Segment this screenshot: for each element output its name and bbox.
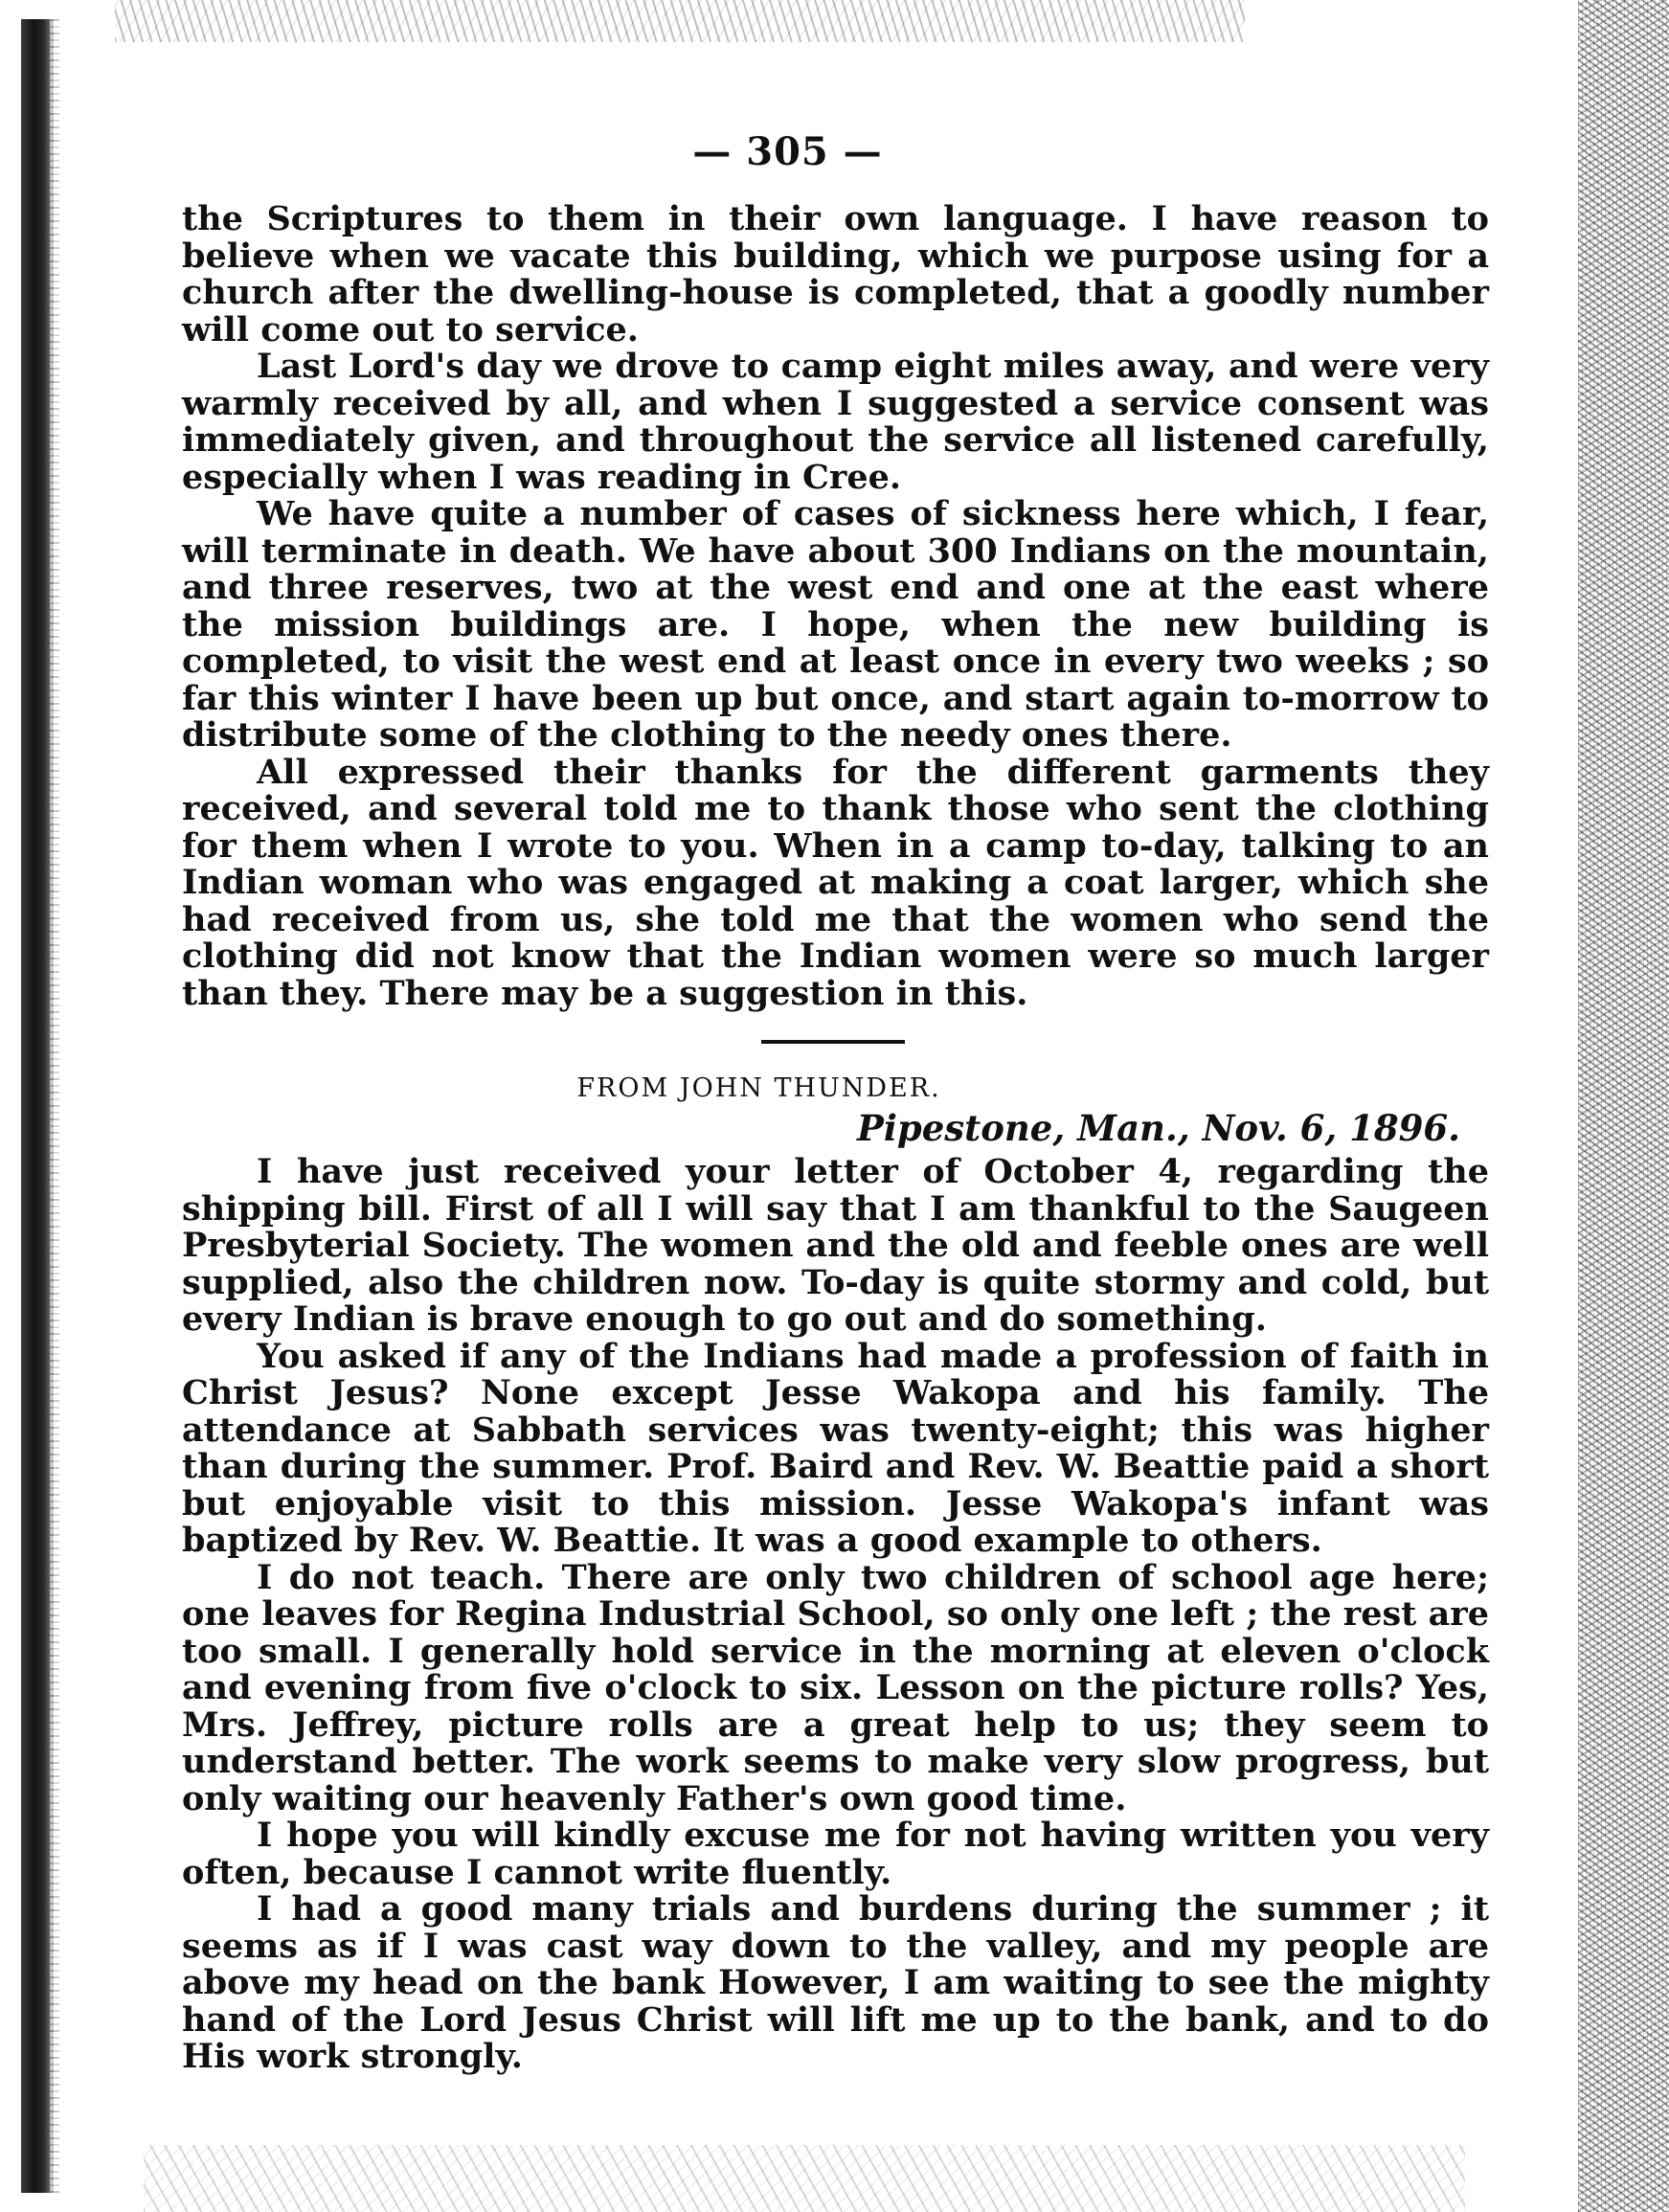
section-heading: FROM JOHN THUNDER. [576, 1073, 941, 1103]
document-page [182, 129, 1489, 2076]
scan-bottom-noise [144, 2145, 1465, 2212]
paragraph: I hope you will kindly excuse me for not having written you very often, because I cannot write fluently. [182, 1816, 1489, 1892]
scan-right-noise [1578, 0, 1669, 2212]
scan-top-noise [115, 0, 1245, 42]
paragraph: Last Lord's day we drove to camp eight miles away, and were very warmly received by all, and when I suggested a service consent was immediately given, and throughout the service all listened carefully, especially when I was reading in Cree. [182, 347, 1489, 497]
paragraph: We have quite a number of cases of sickness here which, I fear, will terminate in death. We have about 300 Indians on the mountain, and three reserves, two at the west end and one at the east where the mission buildings are. I hope, when the new building is completed, to visit the west end at least once in every two weeks ; so far this winter I have been up but once, and start again to-morrow to distribute some of the clothing to the needy ones there. [182, 494, 1489, 755]
paragraph: All expressed their thanks for the different garments they received, and several told me to thank those who sent the clothing for them when I wrote to you. When in a camp to-day, talking to an Indian woman who was engaged at making a coat larger, which she had received from us, she told me that the women who send the clothing did not know that the Indian women were so much larger than they. There may be a suggestion in this. [182, 752, 1489, 1013]
dateline: Pipestone, Man., Nov. 6, 1896. [857, 1107, 1460, 1149]
paragraph: I do not teach. There are only two children of school age here; one leaves for Regina Industrial School, so only one left ; the rest are too small. I generally hold service in the morning at eleven o'clock and evening from five o'clock to six. Lesson on the picture rolls? Yes, Mrs. Jeffrey, picture rolls are a great help to us; they seem to understand better. The work seems to make very slow progress, but only waiting our heavenly Father's own good time. [182, 1557, 1489, 1818]
paragraph: I had a good many trials and burdens during the summer ; it seems as if I was cast way down to the valley, and my people are above my head on the bank However, I am waiting to see the mighty hand of the Lord Jesus Christ will lift me up to the bank, and to do His work strongly. [182, 1889, 1489, 2076]
paragraph-continued: the Scriptures to them in their own language. I have reason to believe when we vacate this building, which we purpose using for a church after the dwelling-house is completed, that a goodly number will come out to service. [182, 199, 1489, 350]
scan-left-border [21, 19, 54, 2193]
section-divider [761, 1040, 905, 1044]
paragraph: I have just received your letter of October 4, regarding the shipping bill. First of all I will say that I am thankful to the Saugeen Presbyterial Society. The women and the old and feeble ones are well supplied, also the children now. To-day is quite stormy and cold, but every Indian is brave enough to go out and do something. [182, 1152, 1489, 1339]
paragraph: You asked if any of the Indians had made a profession of faith in Christ Jesus? None except Jesse Wakopa and his family. The attendance at Sabbath services was twenty-eight; this was higher than during the summer. Prof. Baird and Rev. W. Beattie paid a short but enjoyable visit to this mission. Jesse Wakopa's infant was baptized by Rev. W. Beattie. It was a good example to others. [182, 1336, 1489, 1560]
page-number: — 305 — [692, 129, 883, 174]
